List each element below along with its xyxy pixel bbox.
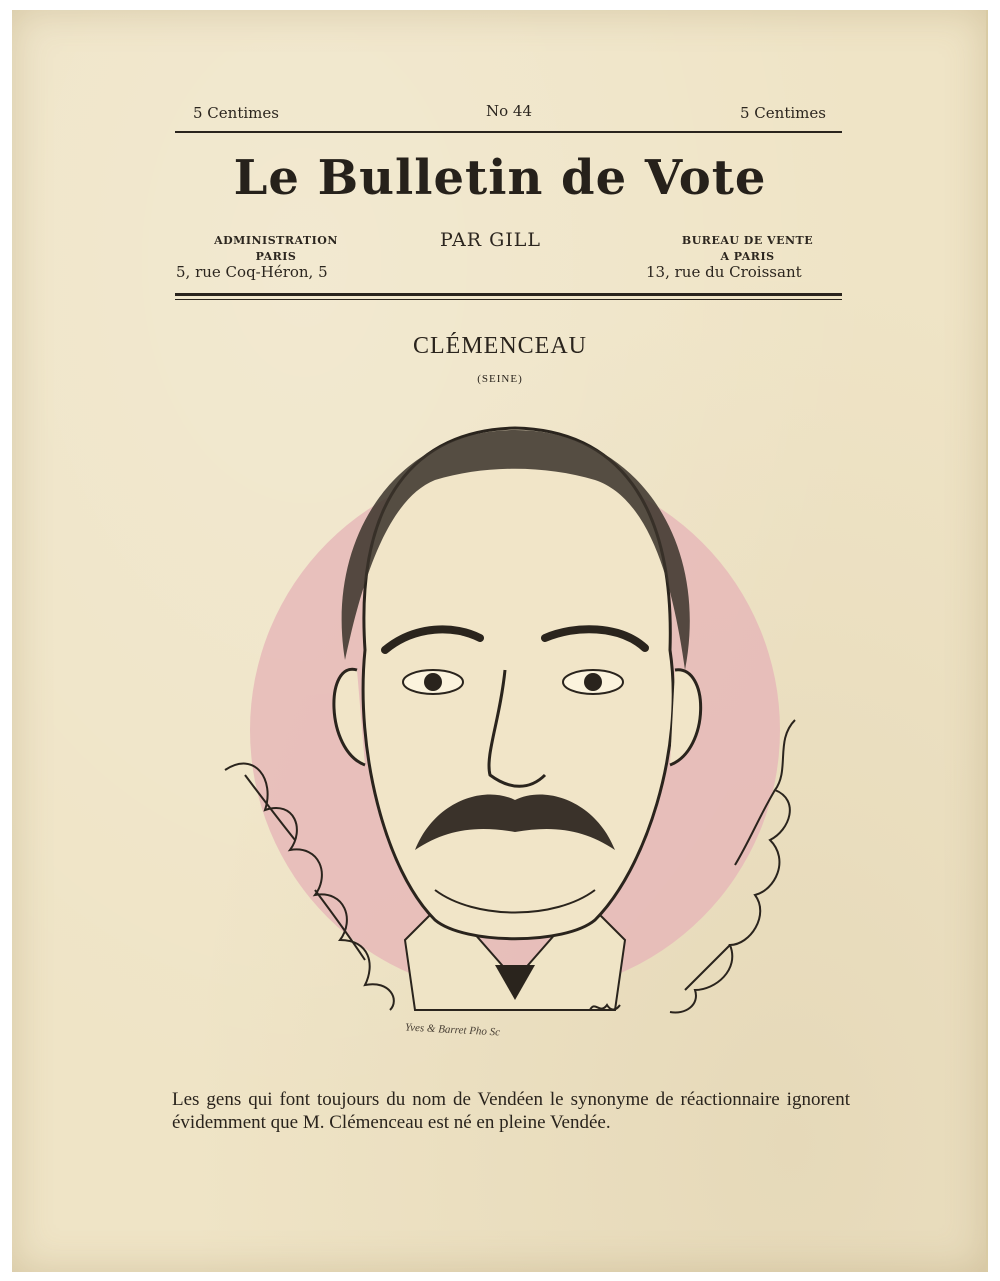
portrait-illustration xyxy=(215,420,805,1020)
subject-department: (SEINE) xyxy=(477,373,523,385)
administration-address: 5, rue Coq-Héron, 5 xyxy=(176,263,328,281)
top-rule xyxy=(175,131,842,133)
sales-office-label: BUREAU DE VENTE xyxy=(681,234,814,247)
double-rule-top xyxy=(175,293,842,296)
caption-text: Les gens qui font toujours du nom de Vendéen le synonyme de réactionnaire ignorent évidemment que M. Clémenceau est né en pleine Vendée. xyxy=(172,1089,850,1133)
double-rule-bottom xyxy=(175,299,842,300)
sales-office-address: 13, rue du Croissant xyxy=(646,263,802,281)
price-left: 5 Centimes xyxy=(193,104,279,122)
sales-office-city: A PARIS xyxy=(720,250,775,263)
left-pupil xyxy=(424,673,442,691)
subject-name: CLÉMENCEAU xyxy=(413,333,587,359)
administration-city: PARIS xyxy=(255,250,297,263)
administration-label: ADMINISTRATION xyxy=(214,234,338,247)
byline: PAR GILL xyxy=(440,229,542,251)
issue-number: No 44 xyxy=(486,102,533,120)
masthead-title: Le Bulletin de Vote xyxy=(233,150,767,206)
price-right: 5 Centimes xyxy=(740,104,826,122)
right-pupil xyxy=(584,673,602,691)
engraver-credit: Yves & Barret Pho Sc xyxy=(404,1021,501,1039)
